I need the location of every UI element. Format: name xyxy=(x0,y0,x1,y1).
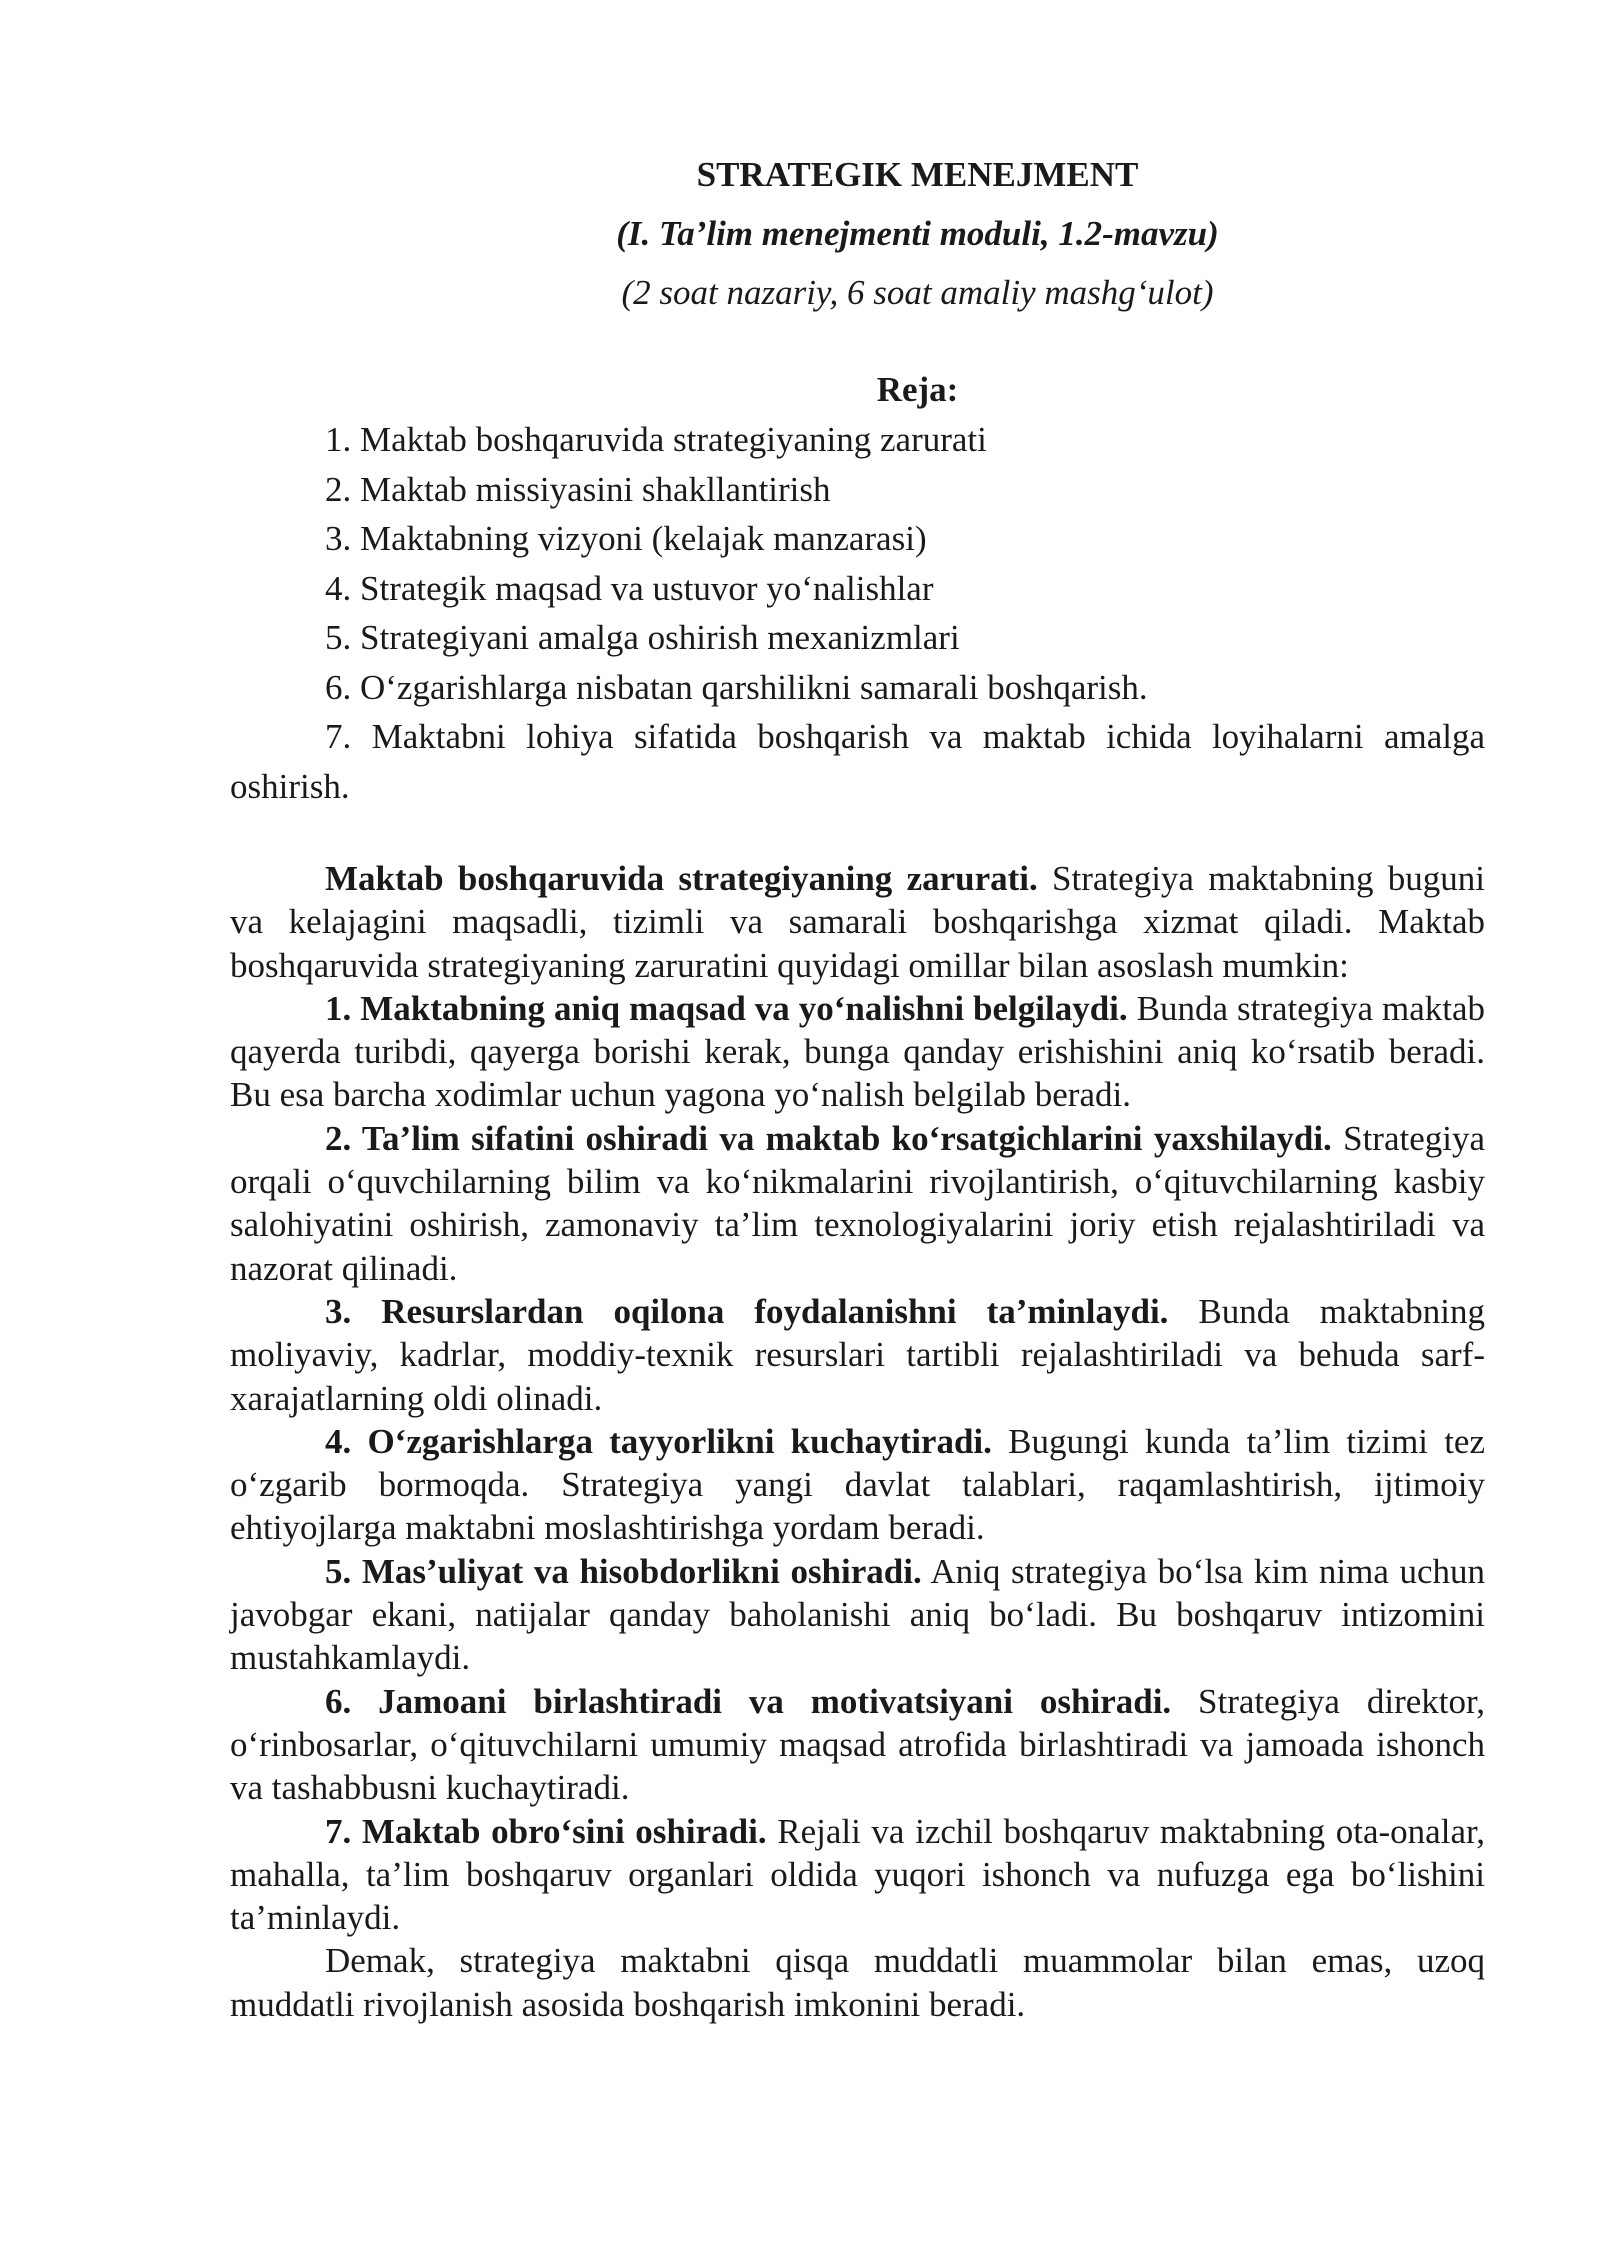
plan-heading: Reja: xyxy=(876,370,959,409)
document-title: STRATEGIK MENEJMENT xyxy=(696,155,1139,194)
document-page xyxy=(230,150,1485,2026)
plan-item: 1. Maktab boshqaruvida strategiyaning zarurati xyxy=(325,420,987,459)
point-text: Strategiya orqali o‘quvchilarning bilim va ko‘nikmalarini rivojlantirish, o‘qituvchilarning kasbiy salohiyatini oshirish, zamonaviy ta’lim texnologiyalarini joriy etish rejalashtiriladi va nazorat qilinadi. xyxy=(230,1118,1485,1288)
intro-text: Strategiya maktabning buguni va kelajagini maqsadli, tizimli va samarali boshqarishga xizmat qiladi. Maktab boshqaruvida strategiyaning zaruratini quyidagi omillar bilan asoslash mumkin: xyxy=(230,859,1485,985)
point-text: Bunda strategiya maktab qayerda turibdi, qayerga borishi kerak, bunga qanday erishishini aniq ko‘rsatib beradi. Bu esa barcha xodimlar uchun yagona yo‘nalish belgilab beradi. xyxy=(230,988,1486,1115)
point-paragraph xyxy=(230,1810,1485,1940)
plan-list xyxy=(230,415,1485,811)
plan-item: 7. Maktabni lohiya sifatida boshqarish va maktab ichida loyihalarni amalga oshirish. xyxy=(230,717,1485,806)
point-text: Aniq strategiya bo‘lsa kim nima uchun javobgar ekani, natijalar qanday baholanishi aniq bo‘ladi. Bu boshqaruv intizomini mustahkamlaydi. xyxy=(230,1551,1486,1678)
plan-item: 6. O‘zgarishlarga nisbatan qarshilikni samarali boshqarish. xyxy=(325,667,1148,707)
point-heading: 2. Ta’lim sifatini oshiradi va maktab ko‘rsatgichlarini yaxshilaydi. xyxy=(325,1118,1332,1158)
point-paragraph xyxy=(230,987,1485,1117)
plan-item: 4. Strategik maqsad va ustuvor yo‘nalishlar xyxy=(325,568,934,608)
point-text: Strategiya direktor, o‘rinbosarlar, o‘qituvchilarni umumiy maqsad atrofida birlashtiradi va jamoada ishonch va tashabbusni kuchaytiradi. xyxy=(230,1681,1485,1808)
point-paragraph xyxy=(230,1290,1485,1420)
point-paragraph xyxy=(230,1117,1485,1290)
section-heading: Maktab boshqaruvida strategiyaning zarurati. xyxy=(325,859,1038,898)
point-paragraph xyxy=(230,1550,1485,1680)
point-heading: 6. Jamoani birlashtiradi va motivatsiyani oshiradi. xyxy=(325,1681,1172,1721)
point-heading: 3. Resurslardan oqilona foydalanishni ta’minlaydi. xyxy=(325,1291,1169,1331)
point-heading: 4. O‘zgarishlarga tayyorlikni kuchaytiradi. xyxy=(325,1421,992,1461)
point-paragraph xyxy=(230,1420,1485,1550)
point-heading: 5. Mas’uliyat va hisobdorlikni oshiradi. xyxy=(325,1551,922,1591)
point-text: Bunda maktabning moliyaviy, kadrlar, moddiy-texnik resurslari tartibli rejalashtiriladi va behuda sarf-xarajatlarning oldi olinadi. xyxy=(230,1291,1486,1418)
hours-note: (2 soat nazariy, 6 soat amaliy mashg‘ulot) xyxy=(621,273,1214,312)
point-heading: 7. Maktab obro‘sini oshiradi. xyxy=(325,1811,767,1851)
point-paragraph xyxy=(230,1680,1485,1810)
plan-item: 5. Strategiyani amalga oshirish mexanizmlari xyxy=(325,618,960,657)
point-text: Bugungi kunda ta’lim tizimi tez o‘zgarib bormoqda. Strategiya yangi davlat talablari, raqamlashtirish, ijtimoiy ehtiyojlarga maktabni moslashtirishga yordam beradi. xyxy=(230,1421,1485,1548)
plan-item: 3. Maktabning vizyoni (kelajak manzarasi) xyxy=(325,519,927,558)
plan-item: 2. Maktab missiyasini shakllantirish xyxy=(325,469,831,509)
intro-paragraph xyxy=(230,857,1485,987)
module-subtitle: (I. Ta’lim menejmenti moduli, 1.2-mavzu) xyxy=(616,214,1219,253)
conclusion-paragraph: Demak, strategiya maktabni qisqa muddatli muammolar bilan emas, uzoq muddatli rivojlanish asosida boshqarish imkonini beradi. xyxy=(230,1941,1485,2024)
section-body xyxy=(230,857,1485,2026)
point-text: Rejali va izchil boshqaruv maktabning ota-onalar, mahalla, ta’lim boshqaruv organlari oldida yuqori ishonch va nufuzga ega bo‘lishini ta’minlaydi. xyxy=(230,1811,1485,1938)
point-heading: 1. Maktabning aniq maqsad va yo‘nalishni belgilaydi. xyxy=(325,988,1128,1028)
